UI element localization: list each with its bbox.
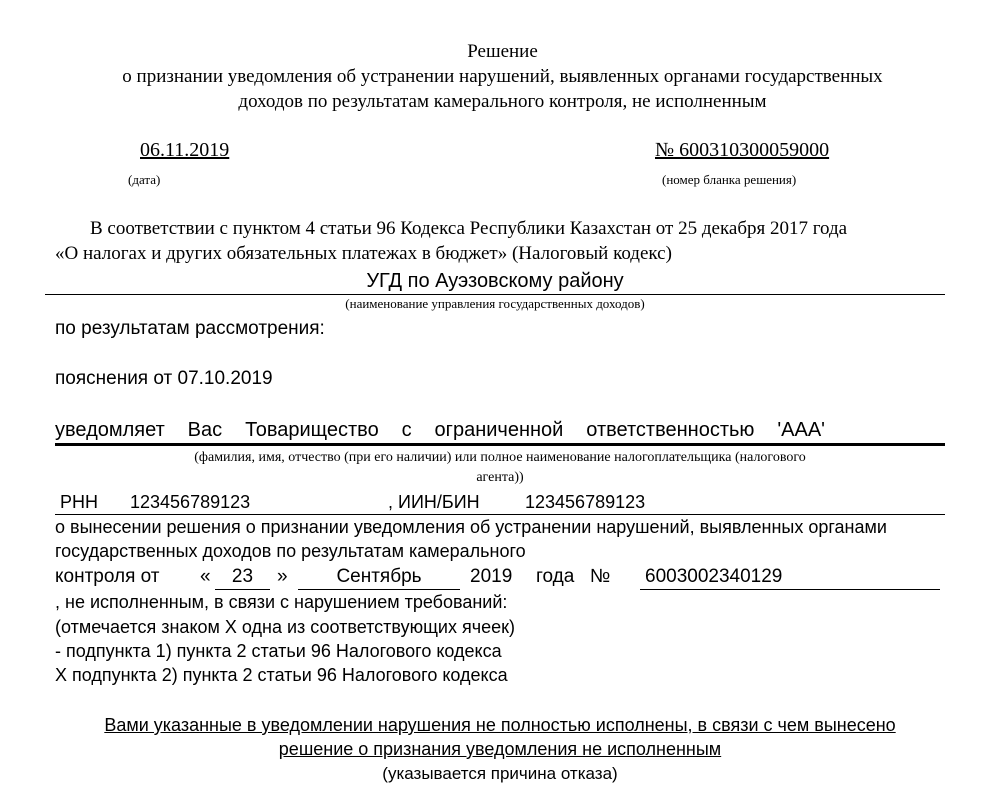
iin-value: 123456789123 <box>525 492 646 512</box>
decision-line1: о вынесении решения о признании уведомления об устранении нарушений, выявленных органами <box>55 517 887 537</box>
control-year-word: года <box>536 566 575 587</box>
taxpayer-underline <box>55 443 945 446</box>
notice-number: 6003002340129 <box>645 566 783 587</box>
day-underline <box>215 589 270 590</box>
authority-name: УГД по Ауэзовскому району <box>366 270 624 292</box>
document-subtitle-line1: о признании уведомления об устранении нарушений, выявленных органами государственных <box>122 66 883 87</box>
authority-caption: (наименование управления государственных доходов) <box>345 296 645 311</box>
date-caption: (дата) <box>128 172 161 187</box>
reason-line2 <box>0 739 1000 760</box>
control-number-sign: № <box>590 566 611 587</box>
decision-line2: государственных доходов по результатам камерального <box>55 541 526 561</box>
reason-line1 <box>0 715 1000 736</box>
reason-line2-text: решение о признания уведомления не исполненным <box>278 739 722 759</box>
review-label: по результатам рассмотрения: <box>55 318 325 339</box>
intro-line1: В соответствии с пунктом 4 статьи 96 Кодекса Республики Казахстан от 25 декабря 2017 года <box>90 218 848 239</box>
control-date-line <box>55 566 160 588</box>
decision-number-text: № 600310300059000 <box>655 139 830 161</box>
control-month: Сентябрь <box>336 566 422 587</box>
reason-line1-text: Вами указанные в уведомлении нарушения не полностью исполнены, в связи с чем вынесено <box>104 715 896 735</box>
option-1: - подпункта 1) пункта 2 статьи 96 Налогового кодекса <box>55 641 502 661</box>
decision-number-caption: (номер бланка решения) <box>662 172 797 187</box>
taxpayer-caption-line1: (фамилия, имя, отчество (при его наличии) или полное наименование налогоплательщика (налогового <box>194 450 806 465</box>
notify-word: Товарищество <box>245 419 379 441</box>
notify-word: Вас <box>187 419 223 441</box>
reason-caption: (указывается причина отказа) <box>382 764 618 783</box>
quote-close: » <box>277 566 288 587</box>
control-day: 23 <box>231 566 254 587</box>
document-subtitle-line2: доходов по результатам камерального контроля, не исполненным <box>238 91 767 112</box>
document-title: Решение <box>467 41 538 62</box>
quote-open: « <box>200 566 211 587</box>
notify-word: ограниченной <box>434 419 564 441</box>
notify-word: уведомляет <box>55 419 165 441</box>
notify-word: с <box>401 419 412 441</box>
control-label: контроля от <box>55 566 160 587</box>
iin-label: , ИИН/БИН <box>388 492 480 512</box>
date-text: 06.11.2019 <box>140 139 230 161</box>
authority-underline <box>45 294 945 295</box>
rnn-value: 123456789123 <box>130 492 251 512</box>
taxpayer-notify-line <box>55 419 825 442</box>
explanation-text: пояснения от 07.10.2019 <box>55 368 273 389</box>
decision-line5: (отмечается знаком Х одна из соответствующих ячеек) <box>55 617 515 637</box>
month-underline <box>298 589 460 590</box>
notice-number-underline <box>640 589 940 590</box>
taxpayer-name: 'ААА' <box>777 419 825 441</box>
option-2: Х подпункта 2) пункта 2 статьи 96 Налогового кодекса <box>55 665 508 685</box>
date-value <box>140 139 229 162</box>
decision-number <box>655 139 829 162</box>
decision-line4: , не исполненным, в связи с нарушением требований: <box>55 592 508 612</box>
control-year: 2019 <box>470 566 513 587</box>
notify-word: ответственностью <box>586 419 755 441</box>
rnn-label: РНН <box>60 492 99 512</box>
intro-line2: «О налогах и других обязательных платежах в бюджет» (Налоговый кодекс) <box>55 243 672 264</box>
taxpayer-caption-line2: агента)) <box>476 470 524 485</box>
rnn-underline <box>55 514 945 515</box>
